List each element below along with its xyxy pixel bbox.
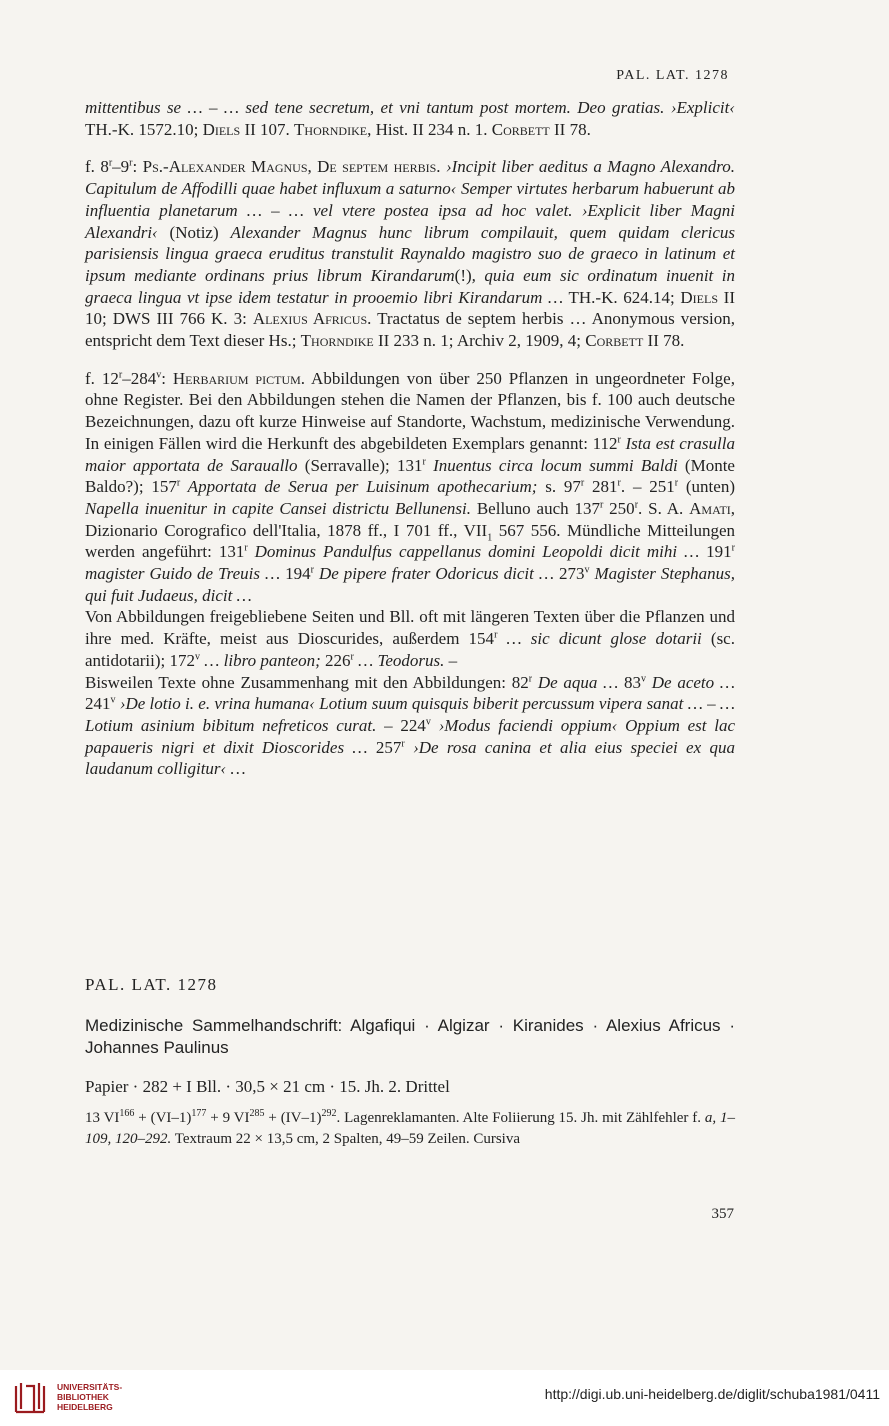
library-logo-text: UNIVERSITÄTS- BIBLIOTHEK HEIDELBERG bbox=[57, 1382, 123, 1412]
shelfmark-heading: PAL. LAT. 1278 bbox=[85, 975, 218, 994]
library-logo-icon bbox=[10, 1380, 50, 1416]
footer-bar bbox=[0, 1370, 889, 1426]
paragraph-3: f. 12$^r$–284$^v$: Herbarium pictum. Abbildungen von über 250 Pflanzen in ungeordneter Folge, ohne Register. Bei den Abbildungen stehen die Namen der Pflanzen, bis f. 100 auch deutsche Bezeichnungen, dazu oft kurze Hinweise auf Standorte, Wachstum, medizinische Verwendung. In einigen Fällen wird die Herkunft des abgebildeten Exemplars genannt: 112$^r$ Ista est crasulla maior apportata de Sarauallo (Serravalle); 131$^r$ Inuentus circa locum summi Baldi (Monte Baldo?); 157$^r$ Apportata de Serua per Luisinum apothecarium; s. 97$^r$ 281$^r$. – 251$^r$ (unten) Napella inuenitur in capite Cansei districtu Bellunensi. Belluno auch 137$^r$ 250$^r$. S. A. Amati, Dizionario Corografico dell'Italia, 1878 ff., I 701 ff., $VII_1$ 567 556. Mündliche Mitteilungen werden angeführt: 131$^r$ Dominus Pandulfus cappellanus domini Leopoldi dicit mihi … 191$^r$ magister Guido de Treuis … 194$^r$ De pipere frater Odoricus dicit … 273$^v$ Magister Stephanus, qui fuit Judaeus, dicit … bbox=[85, 368, 736, 605]
physical-description: Papier · 282 + I Bll. · 30,5 × 21 cm · 15. Jh. 2. Drittel bbox=[85, 1077, 450, 1096]
manuscript-title: Medizinische Sammelhandschrift: Algafiqui · Algizar · Kiranides · Alexius Africus · Johannes Paulinus bbox=[85, 1016, 735, 1057]
running-head: PAL. LAT. 1278 bbox=[616, 68, 729, 83]
quire-description: 13 $VI^{166} + (VI-1)^{177} + 9$ $VI^{285} + (IV-1)^{292}$. Lagenreklamanten. Alte Foliierung 15. Jh. mit Zählfehler f. a, 1–109, 120–292. Textraum 22 × 13,5 cm, 2 Spalten, 49–59 Zeilen. Cursiva bbox=[85, 1108, 735, 1147]
paragraph-1: mittentibus se … – … sed tene secretum, et vni tantum post mortem. Deo gratias. ›Explicit‹ TH.-K. 1572.10; Diels II 107. Thorndike, Hist. II 234 n. 1. Corbett II 78. bbox=[85, 98, 735, 139]
paragraph-2: f. 8$^r$–9$^r$: Ps.-Alexander Magnus, De septem herbis. ›Incipit liber aeditus a Magno Alexandro. Capitulum de Affodilli quae habet influxum a saturno‹ Semper virtutes herbarum habuerunt ab influentia planetarum … – … vel vtere postea ipsa ad hoc valet. ›Explicit liber Magni Alexandri‹ (Notiz) Alexander Magnus hunc librum compilauit, quem quidam clericus parisiensis lingua graeca eruditus transtulit Raynaldo magistro suo de graeco in latinum et ipsum mediante ordinans prius librum Kirandarum(!), quia eum sic ordinatum inuenit in graeca lingua vt ipse idem testatur in prooemio libri Kirandarum … TH.-K. 624.14; Diels II 10; DWS III 766 K. 3: Alexius Africus. Tractatus de septem herbis … Anonymous version, entspricht dem Text dieser Hs.; Thorndike II 233 n. 1; Archiv 2, 1909, 4; Corbett II 78. bbox=[85, 157, 736, 351]
source-url-link[interactable]: http://digi.ub.uni-heidelberg.de/diglit/schuba1981/0411 bbox=[544, 1386, 880, 1402]
paragraph-5: Bisweilen Texte ohne Zusammenhang mit den Abbildungen: 82$^r$ De aqua … 83$^v$ De aceto … 241$^v$ ›De lotio i. e. vrina humana‹ Lotium suum quisquis biberit percussum vipera sanat … – … Lotium asinium bibitum nefreticos curat. – 224$^v$ ›Modus faciendi oppium‹ Oppium est lac papaueris nigri et dixit Dioscorides … 257$^r$ ›De rosa canina et alia eius speciei ex qua laudanum colligitur‹ … bbox=[85, 672, 735, 779]
page-number: 357 bbox=[711, 1206, 734, 1222]
main-text bbox=[85, 97, 735, 780]
paragraph-4: Von Abbildungen freigebliebene Seiten und Bll. oft mit längeren Texten über die Pflanzen und ihre med. Kräfte, meist aus Dioscurides, außerdem 154$^r$ … sic dicunt glose dotarii (sc. antidotarii); 172$^v$ … libro panteon; 226$^r$ … Teodorus. – bbox=[85, 607, 735, 670]
